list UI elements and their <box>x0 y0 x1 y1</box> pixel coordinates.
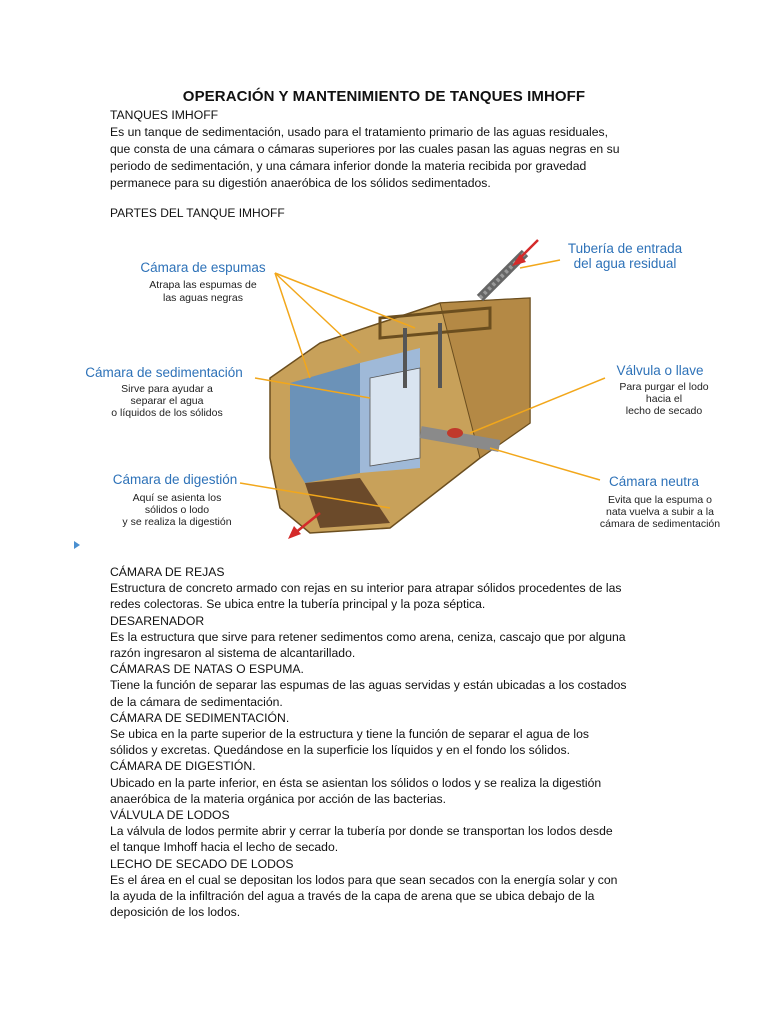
definition-text: el tanque Imhoff hacia el lecho de secado. <box>110 840 339 855</box>
definition-heading: VÁLVULA DE LODOS <box>110 808 230 823</box>
label-valvula-title: Válvula o llave <box>616 363 704 378</box>
intro-line: permanece para su digestión anaeróbica de los sólidos sedimentados. <box>110 176 491 190</box>
label-sedimentacion-desc: o líquidos de los sólidos <box>111 407 223 419</box>
definition-item <box>110 613 686 662</box>
label-valvula-desc: Para purgar el lodo <box>619 381 709 393</box>
definition-text: La válvula de lodos permite abrir y cerrar la tubería por donde se transportan los lodos desde <box>110 824 613 839</box>
definition-item <box>110 661 686 710</box>
definitions-list <box>110 564 686 920</box>
definition-text: razón ingresaron al sistema de alcantarillado. <box>110 646 356 661</box>
label-sedimentacion-title: Cámara de sedimentación <box>85 365 243 380</box>
definition-text: Estructura de concreto armado con rejas en su interior para atrapar sólidos procedentes de las <box>110 581 622 596</box>
definition-item <box>110 564 686 613</box>
label-valvula-desc: hacia el <box>645 393 683 405</box>
definition-text: anaeróbica de la materia orgánica por acción de las bacterias. <box>110 791 447 806</box>
definition-text: Ubicado en la parte inferior, en ésta se asientan los sólidos o lodos y se realiza la digestión <box>110 775 602 790</box>
intro-line: que consta de una cámara o cámaras superiores por las cuales pasan las aguas negras en su <box>110 142 620 156</box>
tank-illustration <box>270 253 530 533</box>
label-valvula-desc: lecho de secado <box>625 405 703 417</box>
intro-line: Es un tanque de sedimentación, usado para el tratamiento primario de las aguas residuales, <box>110 125 608 139</box>
label-sedimentacion-desc: separar el agua <box>130 395 204 407</box>
label-neutra-desc: Evita que la espuma o <box>608 494 712 506</box>
label-neutra-desc: nata vuelva a subir a la <box>606 506 714 518</box>
label-sedimentacion-desc: Sirve para ayudar a <box>121 383 213 395</box>
definition-text: Se ubica en la parte superior de la estructura y tiene la función de separar el agua de los <box>110 727 589 742</box>
bullet-marker-icon <box>74 541 80 549</box>
definition-item <box>110 807 686 856</box>
definition-text: Es la estructura que sirve para retener sedimentos como arena, ceniza, cascajo que por alguna <box>110 629 626 644</box>
definition-item <box>110 710 686 759</box>
label-digestion-desc: y se realiza la digestión <box>122 516 232 528</box>
definition-text: Tiene la función de separar las espumas de las aguas servidas y están ubicadas a los costados <box>110 678 627 693</box>
definition-item <box>110 856 686 921</box>
definition-text: Es el área en el cual se depositan los lodos para que sean secados con la energía solar y con <box>110 872 618 887</box>
definition-text: la ayuda de la infiltración del agua a través de la capa de arena que se ubica debajo de la <box>110 889 595 904</box>
definition-heading: LECHO DE SECADO DE LODOS <box>110 856 294 871</box>
definition-text: deposición de los lodos. <box>110 905 241 920</box>
definition-heading: CÁMARA DE REJAS <box>110 565 225 579</box>
parts-heading: PARTES DEL TANQUE IMHOFF <box>110 206 285 220</box>
definition-heading: DESARENADOR <box>110 613 205 628</box>
label-digestion-title: Cámara de digestión <box>112 472 238 487</box>
intro-block <box>110 107 670 192</box>
definition-text: sólidos y excretas. Quedándose en la superficie los líquidos y en el fondo los sólidos. <box>110 743 571 758</box>
label-entrada-title: Tubería de entrada <box>567 241 683 256</box>
label-entrada-title: del agua residual <box>573 256 677 271</box>
imhoff-tank-diagram <box>60 228 740 558</box>
label-digestion-desc: Aquí se asienta los <box>132 492 222 504</box>
label-neutra-desc: cámara de sedimentación <box>599 518 721 530</box>
definition-item <box>110 758 686 807</box>
intro-line: periodo de sedimentación, y una cámara inferior donde la materia recibida por gravedad <box>110 159 587 173</box>
definition-heading: CÁMARAS DE NATAS O ESPUMA. <box>110 662 304 677</box>
label-espumas-title: Cámara de espumas <box>140 260 266 275</box>
definition-heading: CÁMARA DE SEDIMENTACIÓN. <box>110 710 290 725</box>
label-espumas-desc: las aguas negras <box>163 292 243 304</box>
label-neutra-title: Cámara neutra <box>608 474 700 489</box>
label-espumas-desc: Atrapa las espumas de <box>149 279 257 291</box>
definition-text: redes colectoras. Se ubica entre la tubería principal y la poza séptica. <box>110 597 486 612</box>
intro-heading: TANQUES IMHOFF <box>110 108 219 122</box>
definition-heading: CÁMARA DE DIGESTIÓN. <box>110 759 256 774</box>
definition-text: de la cámara de sedimentación. <box>110 694 283 709</box>
label-digestion-desc: sólidos o lodo <box>144 504 210 516</box>
page-title: OPERACIÓN Y MANTENIMIENTO DE TANQUES IMHOFF <box>182 88 586 105</box>
